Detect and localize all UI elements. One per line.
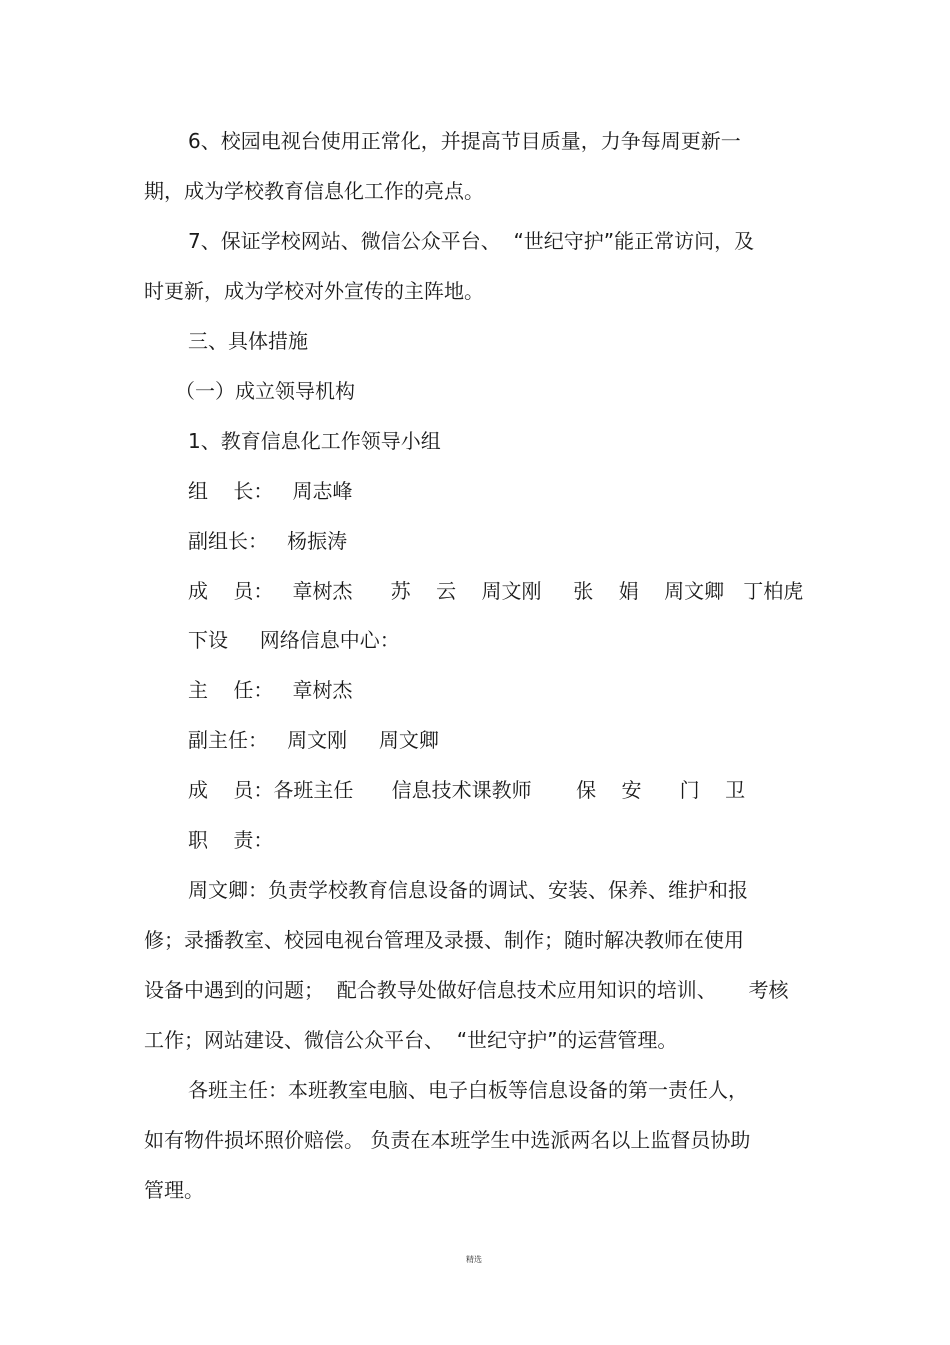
- text-line: 6、校园电视台使用正常化，并提高节目质量，力争每周更新一: [188, 129, 741, 153]
- text-line: 时更新，成为学校对外宣传的主阵地。: [144, 279, 484, 303]
- text-line: 修；录播教室、校园电视台管理及录摄、制作；随时解决教师在使用: [144, 928, 744, 952]
- section-heading: 三、具体措施: [188, 329, 308, 353]
- text-line: 职 责：: [188, 828, 274, 852]
- text-line: 7、保证学校网站、微信公众平台、 “世纪守护”能正常访问，及: [188, 229, 755, 253]
- text-line: 各班主任：本班教室电脑、电子白板等信息设备的第一责任人，: [188, 1078, 748, 1102]
- text-line: 设备中遇到的问题； 配合教导处做好信息技术应用知识的培训、 考核: [144, 978, 789, 1002]
- text-line: 成 员：各班主任 信息技术课教师 保 安 门 卫: [188, 778, 746, 802]
- text-line: 管理。: [144, 1178, 204, 1202]
- text-line: 期，成为学校教育信息化工作的亮点。: [144, 179, 484, 203]
- text-line: 组 长： 周志峰: [188, 479, 353, 503]
- text-line: 主 任： 章树杰: [188, 678, 353, 702]
- text-line: 成 员： 章树杰 苏 云 周文刚 张 娟 周文卿 丁柏虎: [188, 579, 804, 603]
- text-line: 如有物件损坏照价赔偿。 负责在本班学生中选派两名以上监督员协助: [144, 1128, 751, 1152]
- text-line: 周文卿：负责学校教育信息设备的调试、安装、保养、维护和报: [188, 878, 748, 902]
- text-line: 副组长： 杨振涛: [188, 529, 348, 553]
- subsection-heading: （一）成立领导机构: [175, 379, 355, 403]
- text-line: 1、教育信息化工作领导小组: [188, 429, 441, 453]
- text-line: 工作；网站建设、微信公众平台、 “世纪守护”的运营管理。: [144, 1028, 678, 1052]
- page-footer: 精选: [466, 1255, 482, 1264]
- text-line: 副主任： 周文刚 周文卿: [188, 728, 439, 752]
- text-line: 下设 网络信息中心：: [188, 628, 400, 652]
